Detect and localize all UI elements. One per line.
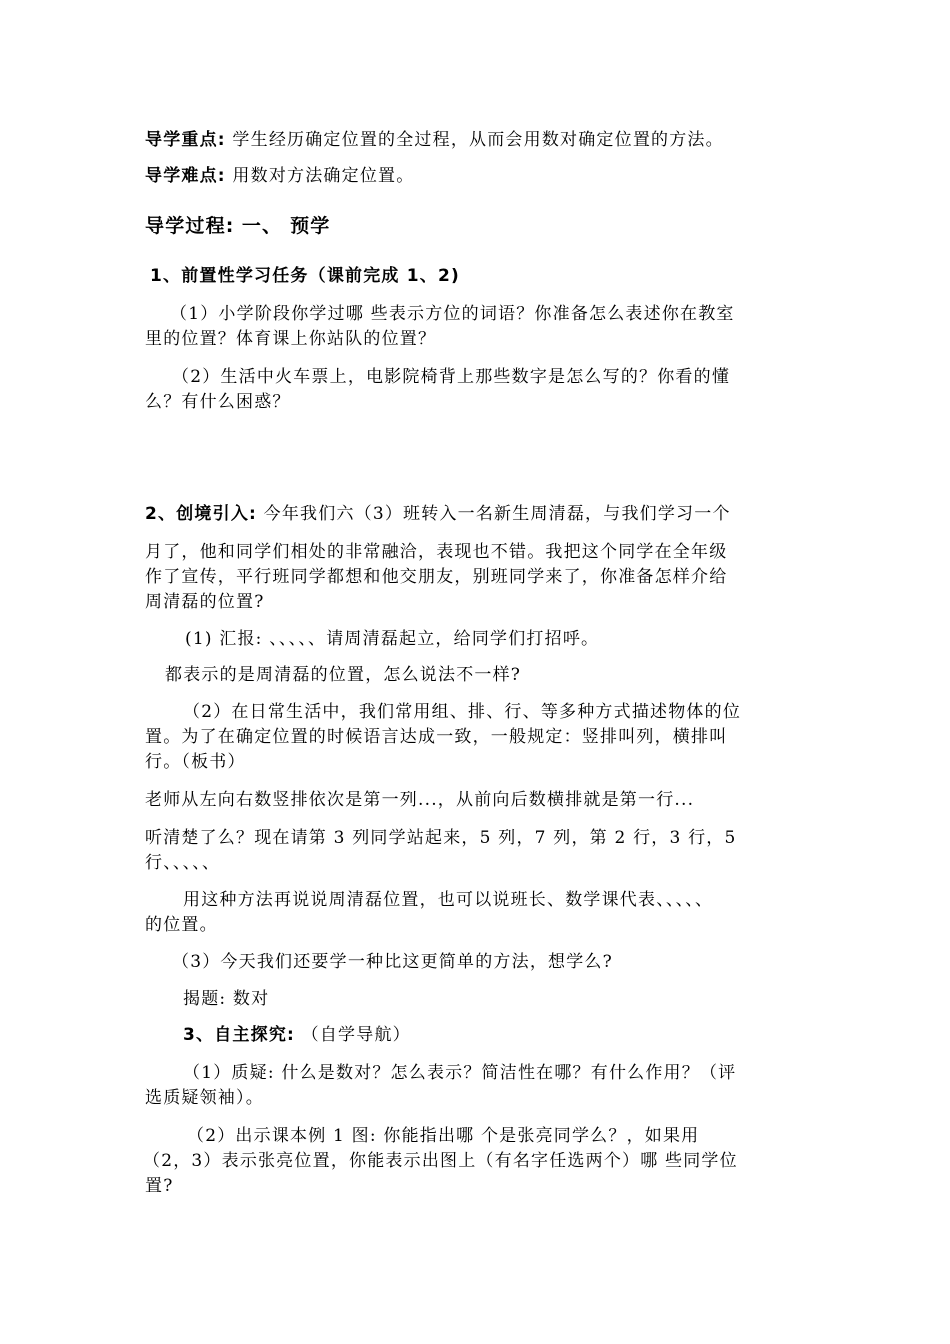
task2-intro-line3: 作了宣传，平行班同学都想和他交朋友，别班同学来了，你准备怎样介给 <box>145 567 728 587</box>
key-point-label: 导学重点: <box>145 130 226 150</box>
difficult-point-label: 导学难点: <box>145 166 226 186</box>
task3-q2-line3: 置? <box>145 1176 174 1196</box>
task3-heading <box>183 1023 823 1047</box>
task2-p2-line2: 置。为了在确定位置的时候语言达成一致，一般规定：竖排叫列，横排叫 <box>145 727 728 747</box>
task2-title: 2、创境引入: <box>145 504 258 524</box>
task2-p2-line3: 行。（板书） <box>145 752 246 772</box>
task1-q2-line2: 么？有什么困惑？ <box>145 392 291 412</box>
task2-p3: （3）今天我们还要学一种比这更简单的方法，想学么? <box>172 952 613 972</box>
task2-intro-line2: 月了，他和同学们相处的非常融洽，表现也不错。我把这个同学在全年级 <box>145 542 728 562</box>
task3-title: 3、自主探究: <box>183 1025 296 1045</box>
process-label: 导学过程: <box>145 215 235 237</box>
task2-listen-line2: 行、、、、、 <box>145 853 221 873</box>
task1-q1-line1: （1）小学阶段你学过哪 些表示方位的词语？你准备怎么表述你在教室 <box>170 304 735 324</box>
task2-method-line2: 的位置。 <box>145 915 218 935</box>
difficult-point-text: 用数对方法确定位置。 <box>232 166 415 186</box>
task3-subtitle: （自学导航） <box>301 1025 411 1045</box>
task2-reveal: 揭题: 数对 <box>183 989 270 1009</box>
task3-q1-line2: 选质疑领袖）。 <box>145 1088 264 1108</box>
task2-listen-line1: 听清楚了么？现在请第 3 列同学站起来，5 列，7 列，第 2 行，3 行，5 <box>145 828 737 848</box>
task2-teacher: 老师从左向右数竖排依次是第一列...，从前向后数横排就是第一行... <box>145 790 695 810</box>
key-point-text: 学生经历确定位置的全过程，从而会用数对确定位置的方法。 <box>232 130 724 150</box>
task1-q2-line1: （2）生活中火车票上，电影院椅背上那些数字是怎么写的？你看的懂 <box>172 367 731 387</box>
task3-q2-line1: （2）出示课本例 1 图: 你能指出哪 个是张亮同学么？，如果用 <box>187 1126 700 1146</box>
difficult-point-line <box>145 164 785 188</box>
task2-intro-line4: 周清磊的位置? <box>145 592 265 612</box>
key-point-line <box>145 128 785 152</box>
task2-intro-line1 <box>145 502 785 526</box>
task2-intro-text: 今年我们六（3）班转入一名新生周清磊，与我们学习一个 <box>263 504 731 524</box>
process-heading <box>145 214 785 238</box>
task2-p2-line1: （2）在日常生活中，我们常用组、排、行、等多种方式描述物体的位 <box>183 702 742 722</box>
task2-report: (1) 汇报: 、、、、、请周清磊起立，给同学们打招呼。 <box>185 629 600 649</box>
task1-q1-line2: 里的位置？体育课上你站队的位置？ <box>145 329 437 349</box>
process-part: 一、 预学 <box>241 215 331 237</box>
task2-method-line1: 用这种方法再说说周清磊位置，也可以说班长、数学课代表、、、、、 <box>183 890 714 910</box>
task3-q2-line2: （2，3）表示张亮位置，你能表示出图上（有名字任选两个）哪 些同学位 <box>143 1151 738 1171</box>
task2-question: 都表示的是周清磊的位置，怎么说法不一样? <box>165 665 522 685</box>
task3-q1-line1: （1）质疑: 什么是数对？怎么表示？简洁性在哪？有什么作用？（评 <box>183 1063 737 1083</box>
task1-title: 1、前置性学习任务（课前完成 1、2) <box>150 266 460 286</box>
